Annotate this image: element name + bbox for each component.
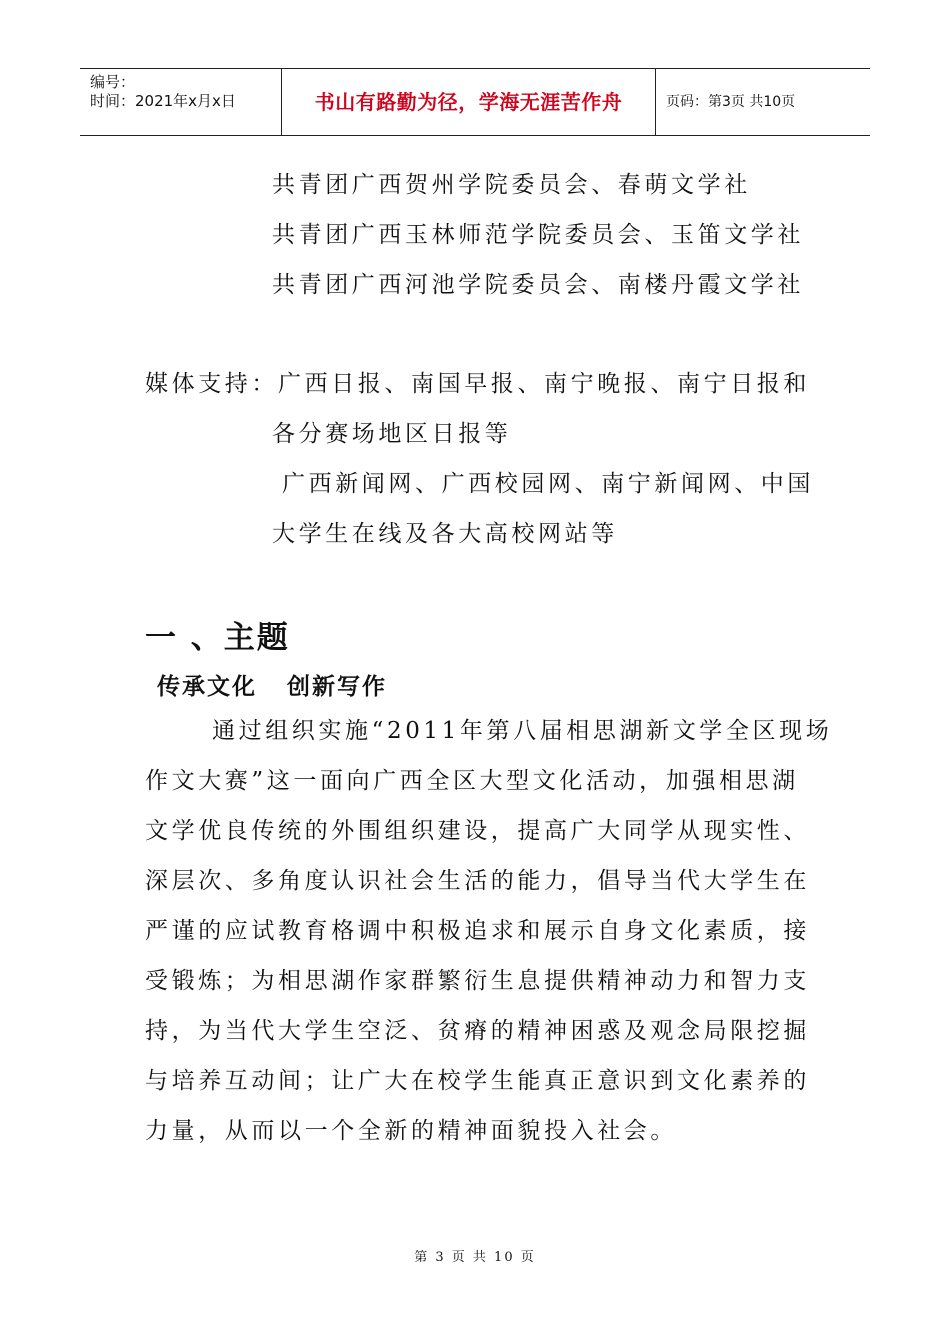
paragraph-line: 受锻炼；为相思湖作家群繁衍生息提供精神动力和智力支 [145,968,810,994]
media-label: 媒体支持： [145,371,278,397]
page-header [80,68,870,136]
media-line: 广西新闻网、广西校园网、南宁新闻网、中国 [282,471,814,497]
paragraph-line: 持，为当代大学生空泛、贫瘠的精神困惑及观念局限挖掘 [145,1018,810,1044]
paragraph-line: 作文大赛”这一面向广西全区大型文化活动，加强相思湖 [145,768,799,794]
section-heading: 一 、主题 [145,620,290,656]
header-motto: 书山有路勤为径，学海无涯苦作舟 [282,69,656,135]
paragraph-line: 力量，从而以一个全新的精神面貌投入社会。 [145,1118,677,1144]
media-line: 各分赛场地区日报等 [272,421,512,447]
paragraph-line: 与培养互动间；让广大在校学生能真正意识到文化素养的 [145,1068,810,1094]
organizer-line: 共青团广西贺州学院委员会、春萌文学社 [272,172,751,198]
header-meta [80,69,282,135]
header-number: 编号： [90,73,136,91]
organizer-line: 共青团广西河池学院委员会、南楼丹霞文学社 [272,272,804,298]
page-footer: 第 3 页 共 10 页 [414,1250,536,1265]
paragraph-line: 文学优良传统的外围组织建设，提高广大同学从现实性、 [145,818,810,844]
paragraph-line: 通过组织实施“2011年第八届相思湖新文学全区现场 [212,718,833,744]
paragraph-line: 严谨的应试教育格调中积极追求和展示自身文化素质，接 [145,918,810,944]
header-time: 时间：2021年x月x日 [90,92,236,110]
header-page-info: 页码：第3页 共10页 [666,94,796,110]
media-line: 大学生在线及各大高校网站等 [272,521,618,547]
paragraph-line: 深层次、多角度认识社会生活的能力，倡导当代大学生在 [145,868,810,894]
organizer-line: 共青团广西玉林师范学院委员会、玉笛文学社 [272,222,804,248]
section-subheading: 传承文化 创新写作 [157,674,388,700]
media-line: 广西日报、南国早报、南宁晚报、南宁日报和 [278,371,810,397]
